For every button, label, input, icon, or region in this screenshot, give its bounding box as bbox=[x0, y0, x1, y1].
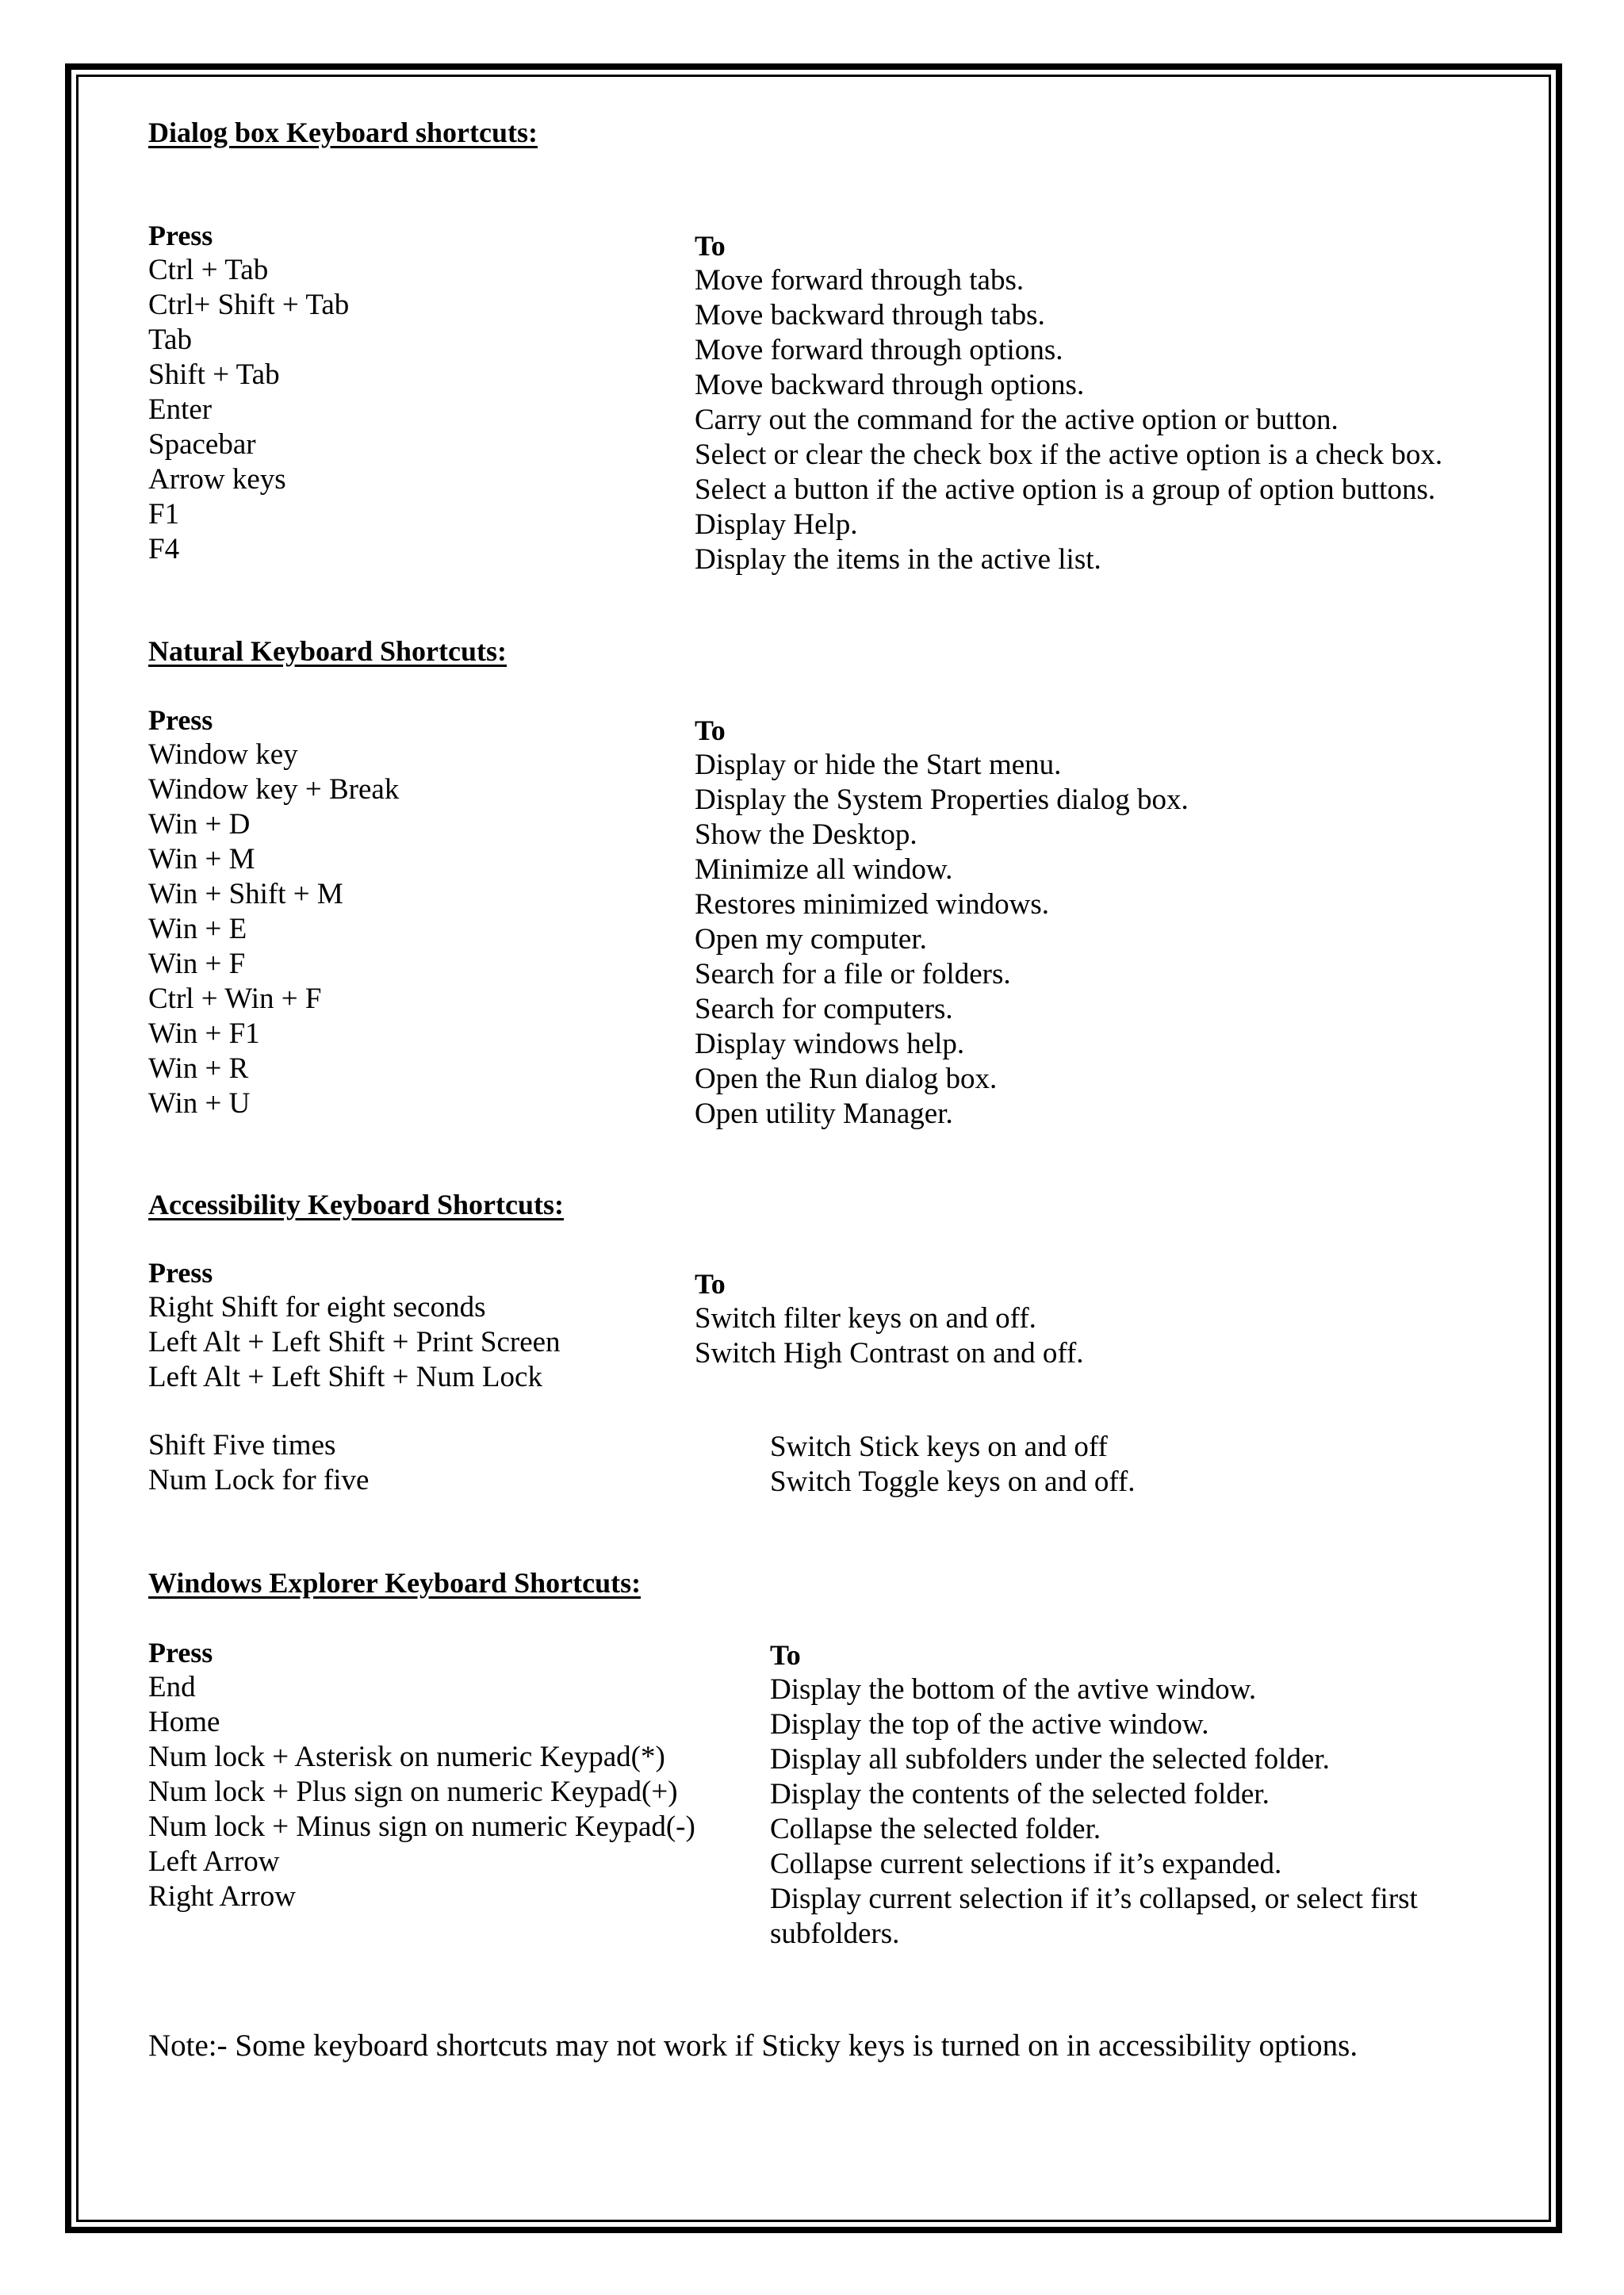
section-title-dialog-box: Dialog box Keyboard shortcuts: bbox=[148, 117, 538, 148]
to-item: Carry out the command for the active option or button. bbox=[695, 404, 1339, 436]
to-item: Search for computers. bbox=[695, 993, 953, 1025]
to-item: Restores minimized windows. bbox=[695, 888, 1050, 921]
press-item: Win + E bbox=[148, 913, 247, 945]
to-item: Collapse current selections if it’s expanded. bbox=[770, 1848, 1282, 1880]
to-list-accessibility-extra bbox=[770, 1430, 1136, 1500]
to-list-accessibility bbox=[695, 1266, 1084, 1371]
press-item: Win + R bbox=[148, 1052, 249, 1085]
to-header: To bbox=[695, 715, 726, 746]
press-list-accessibility bbox=[148, 1255, 561, 1395]
press-item: Win + M bbox=[148, 843, 255, 875]
to-item: Move forward through options. bbox=[695, 334, 1063, 366]
to-item: Display the top of the active window. bbox=[770, 1708, 1209, 1741]
press-item: Win + F bbox=[148, 948, 246, 980]
press-item: Win + F1 bbox=[148, 1017, 260, 1050]
press-item: Ctrl+ Shift + Tab bbox=[148, 289, 350, 321]
to-item: Open the Run dialog box. bbox=[695, 1063, 998, 1095]
to-item: Switch Toggle keys on and off. bbox=[770, 1466, 1136, 1498]
press-item: Ctrl + Tab bbox=[148, 254, 269, 286]
to-item: Collapse the selected folder. bbox=[770, 1813, 1101, 1845]
press-item: Left Alt + Left Shift + Num Lock bbox=[148, 1361, 542, 1393]
to-item: Minimize all window. bbox=[695, 853, 953, 886]
press-item: Spacebar bbox=[148, 428, 256, 461]
to-item: Select or clear the check box if the active option is a check box. bbox=[695, 439, 1443, 471]
press-item: Home bbox=[148, 1706, 220, 1738]
section-title-accessibility: Accessibility Keyboard Shortcuts: bbox=[148, 1189, 564, 1220]
press-item: Tab bbox=[148, 324, 192, 356]
press-item: Left Arrow bbox=[148, 1845, 280, 1878]
to-item: Move backward through options. bbox=[695, 369, 1085, 401]
press-header: Press bbox=[148, 1257, 213, 1289]
to-item: Move forward through tabs. bbox=[695, 264, 1025, 297]
press-item: F1 bbox=[148, 498, 180, 531]
press-item: Win + Shift + M bbox=[148, 878, 343, 910]
to-header: To bbox=[695, 1268, 726, 1300]
press-item: Num lock + Plus sign on numeric Keypad(+) bbox=[148, 1776, 678, 1808]
to-header: To bbox=[695, 230, 726, 262]
to-item: Select a button if the active option is a group of option buttons. bbox=[695, 473, 1436, 506]
to-item: Switch filter keys on and off. bbox=[695, 1302, 1036, 1335]
press-list-dialog-box bbox=[148, 218, 349, 567]
to-item: Show the Desktop. bbox=[695, 818, 917, 851]
to-item: Display the System Properties dialog box. bbox=[695, 784, 1189, 816]
press-item: Num Lock for five bbox=[148, 1464, 370, 1496]
press-item: Ctrl + Win + F bbox=[148, 983, 322, 1015]
to-item: Display current selection if it’s collapsed, or select first subfolders. bbox=[770, 1883, 1418, 1950]
to-item: Open utility Manager. bbox=[695, 1098, 953, 1130]
to-item: Display or hide the Start menu. bbox=[695, 749, 1062, 781]
press-item: Win + U bbox=[148, 1087, 251, 1120]
section-title-natural: Natural Keyboard Shortcuts: bbox=[148, 635, 507, 667]
press-item: Num lock + Asterisk on numeric Keypad(*) bbox=[148, 1741, 665, 1773]
press-item: F4 bbox=[148, 533, 180, 565]
press-item: Win + D bbox=[148, 808, 251, 841]
press-item: Window key + Break bbox=[148, 773, 400, 806]
press-item: Shift Five times bbox=[148, 1429, 336, 1462]
to-item: Switch Stick keys on and off bbox=[770, 1431, 1108, 1463]
press-item: Shift + Tab bbox=[148, 358, 280, 391]
press-item: Left Alt + Left Shift + Print Screen bbox=[148, 1326, 561, 1358]
press-item: Right Arrow bbox=[148, 1880, 297, 1913]
press-item: Enter bbox=[148, 393, 213, 426]
press-item: End bbox=[148, 1671, 196, 1703]
press-item: Window key bbox=[148, 738, 298, 771]
press-list-accessibility-extra bbox=[148, 1428, 369, 1498]
press-header: Press bbox=[148, 220, 213, 251]
press-list-windows-explorer bbox=[148, 1635, 695, 1914]
to-list-dialog-box bbox=[695, 228, 1442, 577]
to-list-natural bbox=[695, 713, 1189, 1132]
to-item: Search for a file or folders. bbox=[695, 958, 1011, 990]
to-item: Display the items in the active list. bbox=[695, 543, 1101, 576]
to-item: Display windows help. bbox=[695, 1028, 965, 1060]
to-item: Open my computer. bbox=[695, 923, 927, 956]
footer-note: Note:- Some keyboard shortcuts may not work if Sticky keys is turned on in accessibility options. bbox=[148, 2029, 1358, 2063]
press-list-natural bbox=[148, 703, 399, 1121]
to-header: To bbox=[770, 1639, 801, 1671]
to-item: Display all subfolders under the selected folder. bbox=[770, 1743, 1330, 1776]
press-item: Right Shift for eight seconds bbox=[148, 1291, 486, 1324]
to-item: Display the contents of the selected folder. bbox=[770, 1778, 1270, 1810]
to-item: Display the bottom of the avtive window. bbox=[770, 1673, 1257, 1706]
press-item: Num lock + Minus sign on numeric Keypad(-) bbox=[148, 1810, 695, 1843]
to-list-windows-explorer bbox=[770, 1638, 1468, 1952]
press-header: Press bbox=[148, 704, 213, 736]
press-header: Press bbox=[148, 1637, 213, 1669]
to-item: Move backward through tabs. bbox=[695, 299, 1045, 331]
press-item: Arrow keys bbox=[148, 463, 286, 496]
section-title-windows-explorer: Windows Explorer Keyboard Shortcuts: bbox=[148, 1567, 642, 1599]
to-item: Switch High Contrast on and off. bbox=[695, 1337, 1084, 1370]
to-item: Display Help. bbox=[695, 508, 858, 541]
